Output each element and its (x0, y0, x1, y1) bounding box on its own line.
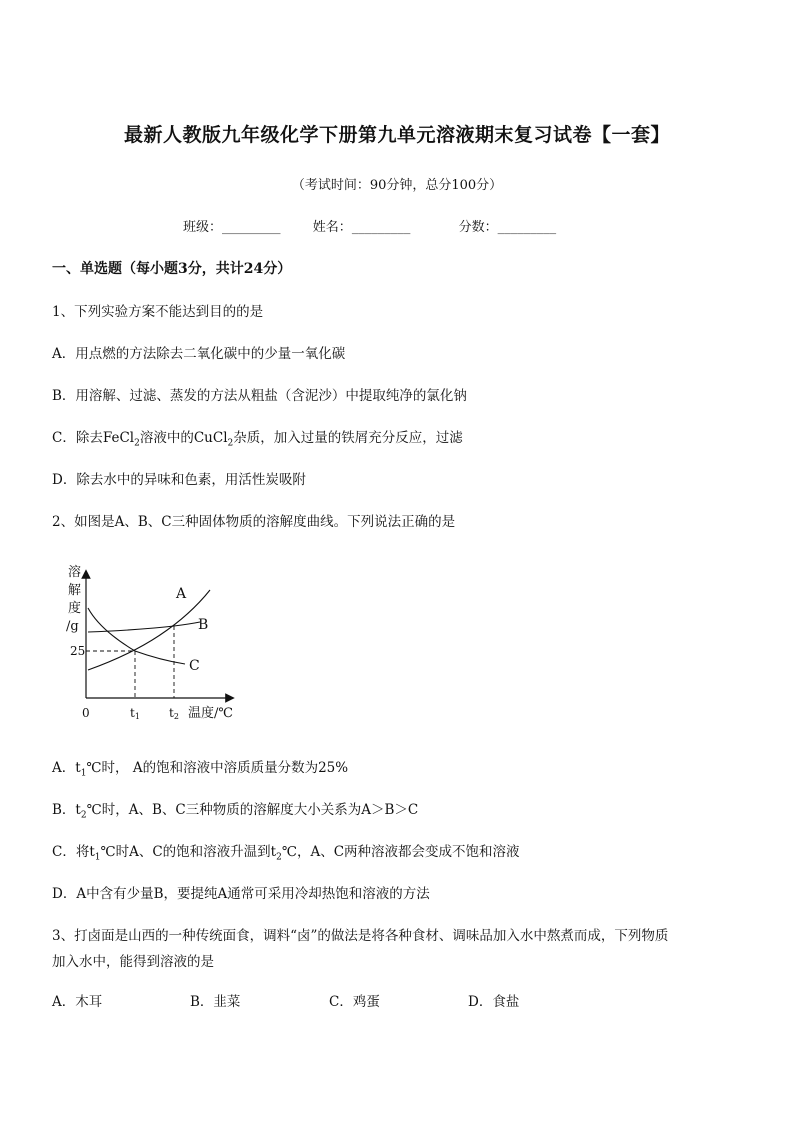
q1-option-a: A．用点燃的方法除去二氧化碳中的少量一氧化碳 (52, 346, 346, 362)
q2-c-text-2: ℃时A、C的饱和溶液升温到t (100, 844, 277, 860)
x-tick-t1-main: t (130, 706, 135, 720)
q3-stem-line-1: 3、打卤面是山西的一种传统面食，调料“卤”的做法是将各种食材、调味品加入水中熬煮而成，下列物质 (52, 928, 669, 944)
q1-c-text-1: C．除去FeCl (52, 430, 135, 446)
score-blank: _________ (497, 220, 557, 235)
q2-b-text-2: ℃时，A、B、C三种物质的溶解度大小关系为A＞B＞C (86, 802, 419, 818)
q2-option-a (52, 756, 348, 779)
x-tick-t1-sub: 1 (134, 712, 140, 721)
series-label-C: C (189, 658, 200, 674)
q1-c-text-3: 杂质，加入过量的铁屑充分反应，过滤 (233, 430, 463, 446)
q2-c-text-3: ℃，A、C两种溶液都会变成不饱和溶液 (281, 844, 520, 860)
q2-c-sub-1: 1 (94, 852, 101, 863)
exam-subtitle: （考试时间：90分钟，总分100分） (291, 178, 503, 193)
name-label: 姓名： (312, 220, 352, 235)
x-origin-label: 0 (82, 706, 90, 720)
page-title: 最新人教版九年级化学下册第九单元溶液期末复习试卷【一套】 (123, 124, 670, 146)
q2-stem: 2、如图是A、B、C三种固体物质的溶解度曲线。下列说法正确的是 (52, 514, 456, 530)
name-blank: _________ (351, 220, 411, 235)
y-tick-25: 25 (70, 644, 86, 658)
q2-a-text-1: A．t (52, 760, 81, 776)
x-tick-t2-sub: 2 (173, 712, 179, 721)
q2-c-text-1: C．将t (52, 844, 95, 860)
q1-c-sub-1: 2 (134, 438, 140, 449)
x-tick-t2-main: t (169, 706, 174, 720)
section-heading: 一、单选题（每小题3分，共计24分） (52, 261, 292, 277)
x-tick-t1 (130, 706, 140, 721)
curve-C (88, 608, 185, 664)
ylabel-char-3: 度 (68, 601, 82, 616)
student-info-row (183, 216, 643, 235)
series-label-B: B (198, 617, 209, 633)
q1-c-text-2: 溶液中的CuCl (139, 430, 228, 446)
ylabel-char-2: 解 (68, 583, 82, 598)
q3-stem-line-2: 加入水中，能得到溶液的是 (52, 954, 214, 970)
score-label: 分数： (458, 220, 498, 235)
q3-option-b: B．韭菜 (190, 994, 241, 1010)
q1-option-c (52, 426, 463, 449)
q2-b-sub: 2 (80, 810, 87, 821)
q1-stem: 1、下列实验方案不能达到目的的是 (52, 304, 264, 320)
class-label: 班级： (183, 220, 223, 235)
q2-b-text-1: B．t (52, 802, 81, 818)
q3-option-a: A．木耳 (52, 994, 103, 1010)
curve-B (88, 622, 200, 632)
q1-option-b: B．用溶解、过滤、蒸发的方法从粗盐（含泥沙）中提取纯净的氯化钠 (52, 388, 467, 404)
ylabel-char-1: 溶 (68, 565, 82, 580)
q2-option-b (52, 798, 418, 821)
q3-option-d: D．食盐 (468, 994, 520, 1010)
x-tick-t2 (169, 706, 179, 721)
class-blank: _________ (222, 220, 281, 235)
x-axis-label: 温度/℃ (188, 706, 233, 721)
q2-a-text-2: ℃时， A的饱和溶液中溶质质量分数为25% (86, 760, 349, 776)
ylabel-char-4: /g (66, 619, 79, 634)
q3-option-c: C．鸡蛋 (329, 994, 380, 1010)
q2-option-d: D．A中含有少量B，要提纯A通常可采用冷却热饱和溶液的方法 (52, 886, 430, 902)
solubility-chart (60, 560, 260, 730)
q1-option-d: D．除去水中的异味和色素，用活性炭吸附 (52, 472, 306, 488)
q2-option-c (52, 840, 520, 863)
q2-a-sub: 1 (80, 768, 87, 779)
series-label-A: A (176, 586, 187, 602)
q2-c-sub-2: 2 (276, 852, 282, 863)
q1-c-sub-2: 2 (227, 438, 234, 449)
